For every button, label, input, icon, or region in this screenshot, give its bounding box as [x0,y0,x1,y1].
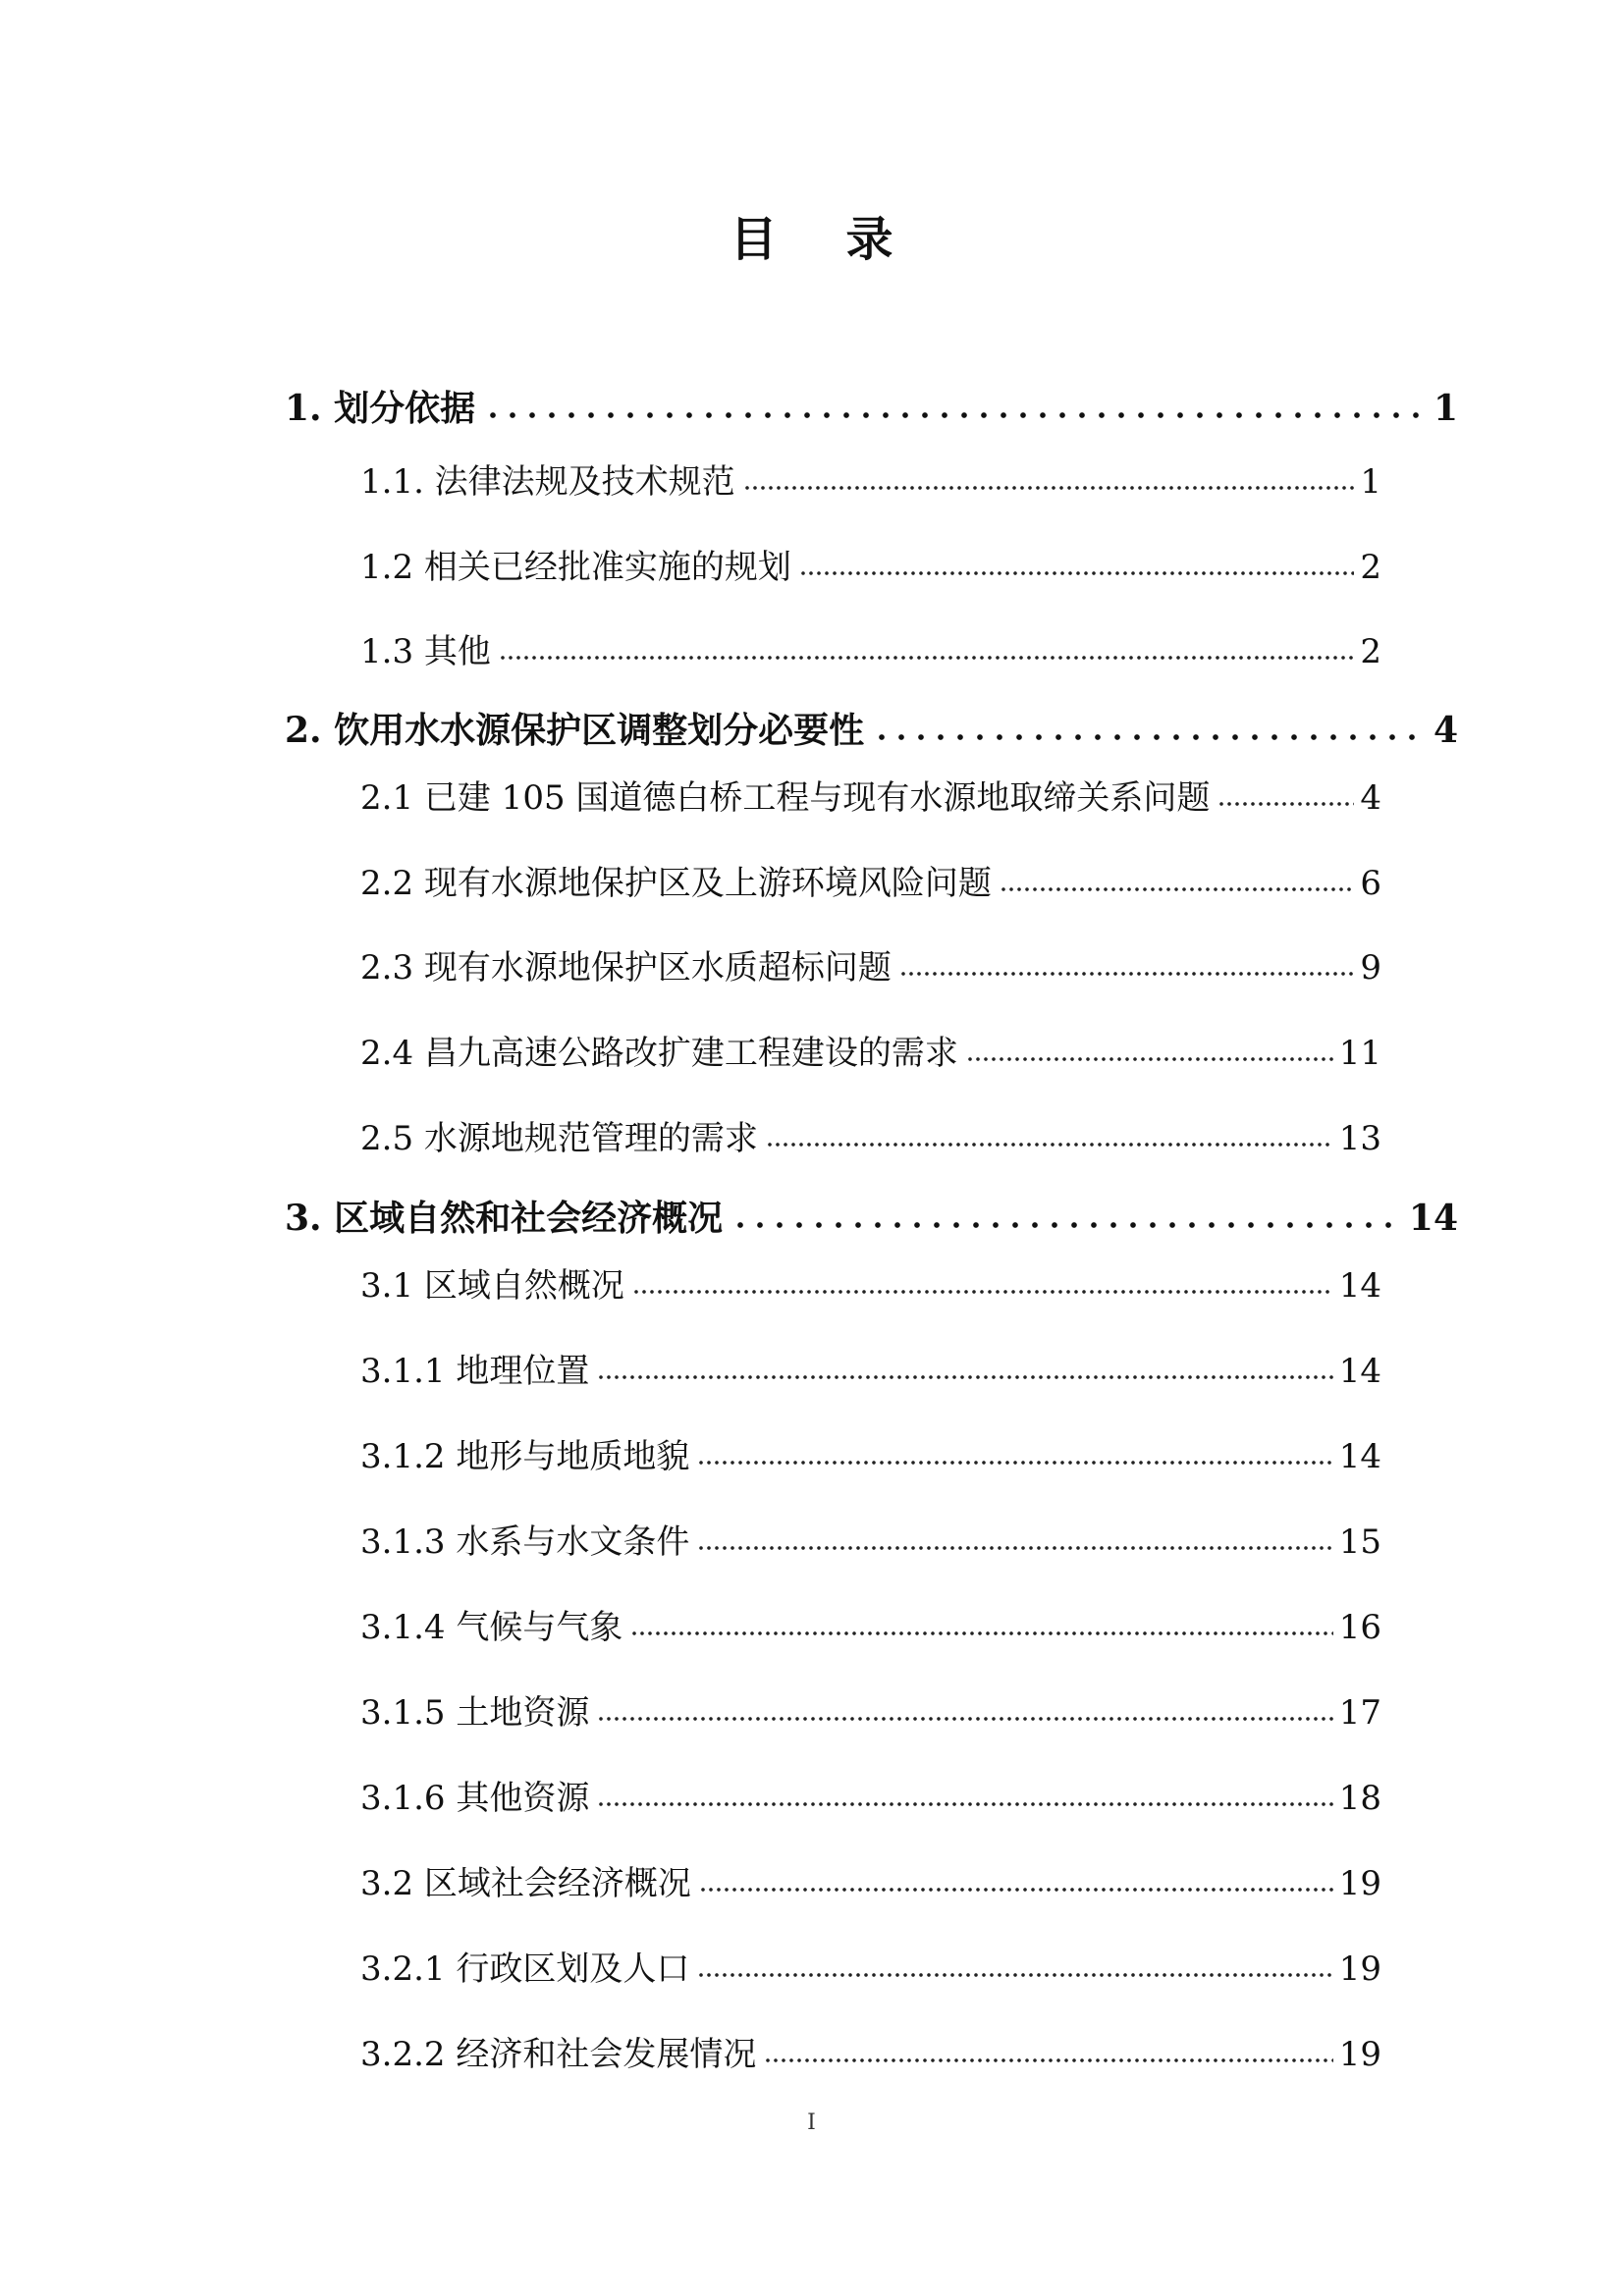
dot-leader [730,1197,1403,1232]
toc-entry-title: 2. 饮用水水源保护区调整划分必要性 [285,710,865,751]
toc-entry-section[interactable] [360,1111,1381,1159]
toc-entry-title: 3.2 区域社会经济概况 [360,1864,691,1903]
toc-page-number: 14 [1338,1437,1381,1476]
toc-page-number: 2 [1360,548,1381,587]
toc-page-number: 19 [1338,1949,1381,1989]
dot-leader [699,1863,1333,1896]
toc-page-number: 1 [1433,388,1458,429]
dot-leader [1000,863,1354,896]
dot-leader [630,1607,1332,1640]
toc-page-number: 2 [1360,632,1381,671]
dot-leader [743,461,1355,495]
dot-leader [966,1033,1333,1066]
toc-entry-title: 1.2 相关已经批准实施的规划 [360,548,791,587]
toc-entry-section[interactable] [360,1258,1381,1307]
toc-entry-section[interactable] [360,540,1381,588]
toc-page-number: 11 [1338,1034,1381,1073]
dot-leader [697,1949,1332,1982]
toc-entry-section[interactable] [360,1026,1381,1074]
toc-page-number: 18 [1338,1779,1381,1818]
toc-entry-section[interactable] [360,1344,1381,1392]
dot-leader [597,1351,1332,1384]
toc-entry-chapter[interactable] [285,381,1458,431]
toc-entry-title: 3.2.2 经济和社会发展情况 [360,2035,757,2074]
toc-page-number: 1 [1360,462,1381,502]
toc-entry-title: 3.2.1 行政区划及人口 [360,1949,690,1989]
toc-entry-section[interactable] [360,771,1381,819]
toc-page-number: 6 [1360,864,1381,903]
toc-entry-title: 3.1.5 土地资源 [360,1693,590,1733]
toc-entry-title: 3.1 区域自然概况 [360,1266,624,1306]
dot-leader [764,2034,1332,2067]
toc-page-number: 19 [1338,1864,1381,1903]
toc-entry-section[interactable] [360,1942,1381,1990]
dot-leader [483,387,1428,422]
toc-page-number: 13 [1338,1119,1381,1158]
toc-entry-section[interactable] [360,1856,1381,1904]
dot-leader [697,1522,1332,1555]
toc-entry-chapter[interactable] [285,1191,1458,1241]
toc-entry-section[interactable] [360,1600,1381,1648]
toc-page-number: 19 [1338,2035,1381,2074]
toc-entry-section[interactable] [360,624,1381,672]
toc-entry-title: 3. 区域自然和社会经济概况 [285,1198,724,1239]
title-char: 目 [730,212,778,267]
dot-leader [597,1778,1332,1811]
toc-entry-title: 3.1.6 其他资源 [360,1779,590,1818]
toc-entry-title: 1. 划分依据 [285,388,476,429]
toc-entry-title: 3.1.3 水系与水文条件 [360,1522,690,1562]
toc-entry-section[interactable] [360,2027,1381,2075]
toc-entry-title: 2.2 现有水源地保护区及上游环境风险问题 [360,864,992,903]
toc-entry-section[interactable] [360,1515,1381,1563]
dot-leader [499,631,1354,665]
toc-entry-title: 2.5 水源地规范管理的需求 [360,1119,758,1158]
dot-leader [597,1692,1332,1726]
toc-entry-chapter[interactable] [285,703,1458,753]
toc-entry-section[interactable] [360,1771,1381,1819]
toc-page-number: 15 [1338,1522,1381,1562]
dot-leader [899,947,1354,981]
toc-page-number: 14 [1338,1352,1381,1391]
dot-leader [766,1118,1333,1151]
dot-leader [1217,777,1354,811]
toc-entry-section[interactable] [360,1429,1381,1477]
toc-entry-section[interactable] [360,856,1381,904]
footer-page-number: I [807,2110,816,2135]
toc-entry-section[interactable] [360,454,1381,503]
toc-entry-title: 3.1.2 地形与地质地貌 [360,1437,690,1476]
toc-entry-section[interactable] [360,1685,1381,1734]
toc-entry-section[interactable] [360,940,1381,988]
title-char: 录 [845,212,893,267]
toc-page-number: 17 [1338,1693,1381,1733]
toc-entry-title: 1.1. 法律法规及技术规范 [360,462,735,502]
toc-entry-title: 2.4 昌九高速公路改扩建工程建设的需求 [360,1034,958,1073]
toc-page-number: 14 [1338,1266,1381,1306]
toc-page-number: 4 [1433,710,1458,751]
toc-entry-title: 2.3 现有水源地保护区水质超标问题 [360,948,892,988]
dot-leader [697,1436,1332,1469]
dot-leader [632,1265,1333,1299]
toc-entry-title: 3.1.4 气候与气象 [360,1608,623,1647]
toc-page-number: 16 [1338,1608,1381,1647]
toc-entry-title: 1.3 其他 [360,632,491,671]
dot-leader [872,709,1428,744]
toc-entry-title: 2.1 已建 105 国道德白桥工程与现有水源地取缔关系问题 [360,778,1211,818]
toc-entry-title: 3.1.1 地理位置 [360,1352,590,1391]
toc-page-number: 14 [1408,1198,1458,1239]
toc-page-number: 9 [1360,948,1381,988]
dot-leader [799,547,1354,580]
toc-page-number: 4 [1360,778,1381,818]
